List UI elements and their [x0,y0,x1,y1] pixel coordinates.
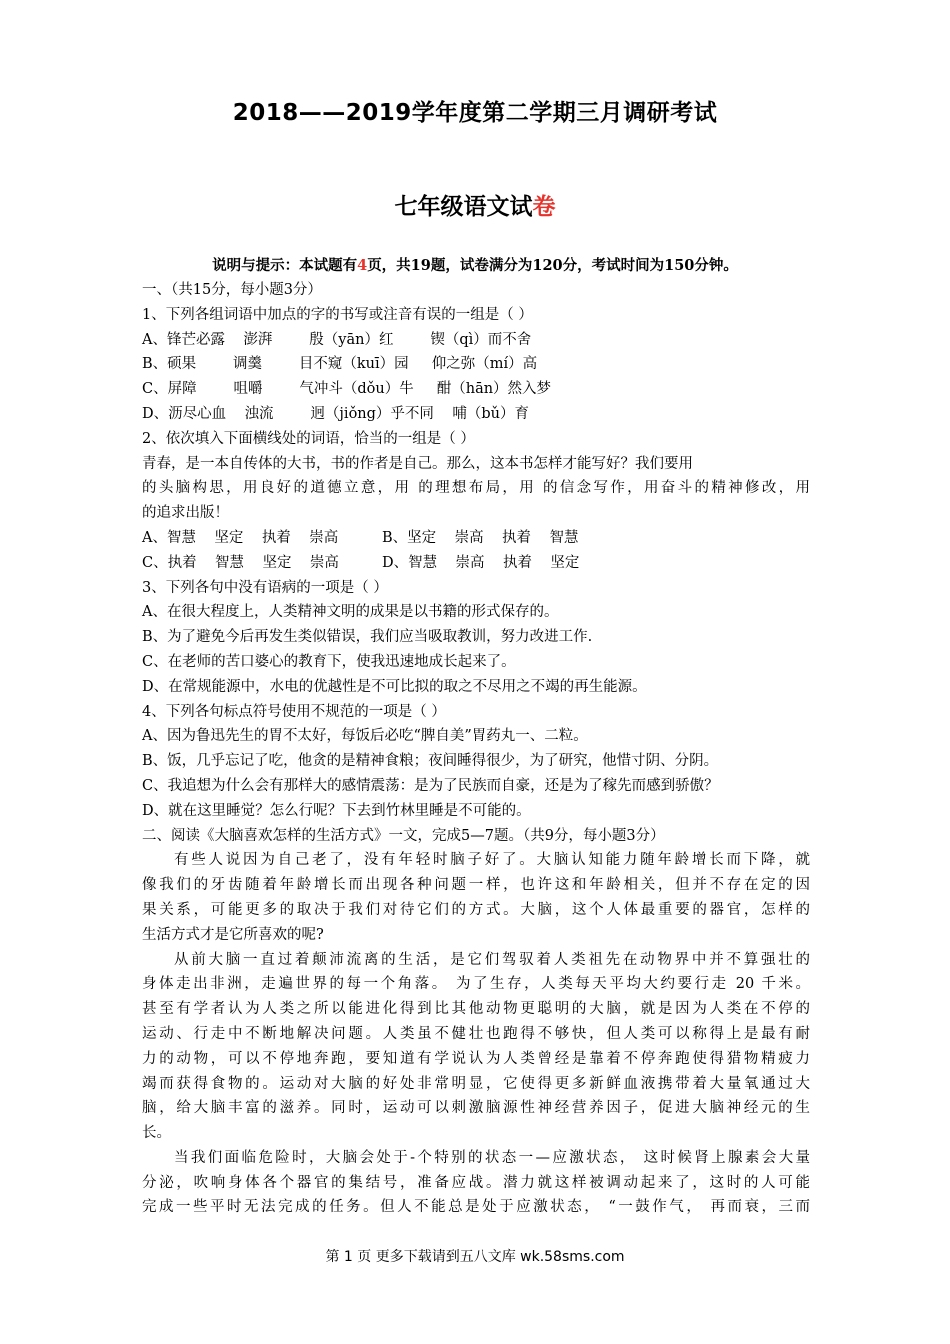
q1-option-d: D、沥尽心血 浊流 迥（jiǒng）乎不同 哺（bǔ）育 [142,405,529,422]
note-page-count: 4 [357,257,368,274]
q2-options-row [142,551,810,576]
exam-content [142,278,810,1220]
q2-option-a: A、智慧 坚定 执着 崇高 [142,529,339,546]
q3-stem: 3、下列各句中没有语病的一项是（ ） [142,579,388,596]
section2-heading: 二、阅读《大脑喜欢怎样的生活方式》一文，完成5—7题。（共9分，每小题3分） [142,827,665,844]
reading-line: 果关系，可能更多的取决于我们对待它们的方式。大脑，这个人体最重要的器官，怎样的 [142,901,810,918]
q4-option-c: C、我追想为什么会有那样大的感情震荡：是为了民族而自豪，还是为了稼先而感到骄傲？ [142,777,719,794]
q2-options-row [142,526,810,551]
instructions-note [0,254,950,275]
q2-stem: 2、依次填入下面横线处的词语，恰当的一组是（ ） [142,430,475,447]
reading-line: 脑，给大脑丰富的滋养。同时，运动可以刺激脑源性神经营养因子，促进大脑神经元的生 [142,1100,810,1117]
q3-option-b: B、为了避免今后再发生类似错误，我们应当吸取教训，努力改进工作. [142,629,593,646]
paper-subtitle [0,188,950,221]
reading-line: 完成一些平时无法完成的任务。但人不能总是处于应激状态， “一鼓作气， 再而衰，三而 [142,1199,810,1216]
subtitle-red-char: 卷 [532,194,556,220]
q1-option-c: C、屏障 咀嚼 气冲斗（dǒu）牛 酣（hān）然入梦 [142,381,552,398]
note-part-b: 页，共19题，试卷满分为120分，考试时间为150分钟。 [367,257,738,274]
q3-option-d: D、在常规能源中，水电的优越性是不可比拟的取之不尽用之不竭的再生能源。 [142,678,647,695]
q1-option-b: B、硕果 调羹 目不窥（kuī）园 仰之弥（mí）高 [142,356,538,373]
note-part-a: 说明与提示：本试题有 [212,257,358,274]
reading-line: 竭而获得食物的。运动对大脑的好处非常明显，它使得更多新鲜血液携带着大量氧通过大 [142,1075,810,1092]
q2-option-b: B、坚定 崇高 执着 智慧 [382,529,579,546]
reading-line: 分泌，吹响身体各个器官的集结号，准备应战。潜力就这样被调动起来了，这时的人可能 [142,1174,810,1191]
q3-option-c: C、在老师的苦口婆心的教育下，使我迅速地成长起来了。 [142,653,516,670]
reading-line: 运动、行走中不断地解决问题。人类虽不健壮也跑得不够快，但人类可以称得上是最有耐 [142,1025,810,1042]
q4-option-d: D、就在这里睡觉？怎么行呢？下去到竹林里睡是不可能的。 [142,802,531,819]
reading-line: 甚至有学者认为人类之所以能进化得到比其他动物更聪明的大脑，就是因为人类在不停的 [142,1001,810,1018]
reading-line: 力的动物，可以不停地奔跑，要知道有学说认为人类曾经是靠着不停奔跑使得猎物精疲力 [142,1050,810,1067]
reading-line: 从前大脑一直过着颠沛流离的生活，是它们驾驭着人类祖先在动物界中并不算强壮的 [174,951,810,968]
reading-line: 生活方式才是它所喜欢的呢? [142,926,324,943]
q3-option-a: A、在很大程度上，人类精神文明的成果是以书籍的形式保存的。 [142,604,559,621]
q2-option-c: C、执着 智慧 坚定 崇高 [142,554,339,571]
reading-line: 长。 [142,1125,171,1142]
q4-option-b: B、饭，几乎忘记了吃，他贪的是精神食粮；夜间睡得很少，为了研究，他惜寸阴、分阴。 [142,753,719,770]
reading-line: 身体走出非洲，走遍世界的每一个角落。 为了生存，人类每天平均大约要行走 20 千米。 [142,976,810,993]
q2-passage-line: 的头脑构思，用良好的道德立意，用 的理想布局，用 的信念写作，用奋斗的精神修改，用 [142,480,810,497]
q2-passage-line: 的追求出版！ [142,505,229,522]
q2-passage-line: 青春，是一本自传体的大书，书的作者是自己。那么，这本书怎样才能写好？我们要用 [142,455,693,472]
q4-option-a: A、因为鲁迅先生的胃不太好，每饭后必吃“脾自美”胃药丸一、二粒。 [142,728,588,745]
exam-title: 2018——2019学年度第二学期三月调研考试 [232,100,718,126]
q2-option-d: D、智慧 崇高 执着 坚定 [382,554,580,571]
q1-option-a: A、锋芒必露 澎湃 殷（yān）红 锲（qì）而不舍 [142,331,532,348]
reading-line: 有些人说因为自己老了，没有年轻时脑子好了。大脑认知能力随年龄增长而下降，就 [174,852,810,869]
q4-stem: 4、下列各句标点符号使用不规范的一项是（ ） [142,703,446,720]
page-footer: 第 1 页 更多下载请到五八文库 wk.58sms.com [325,1249,625,1265]
section1-heading: 一、（共15分，每小题3分） [142,282,322,298]
reading-line: 当我们面临危险时，大脑会处于-个特别的状态一—应激状态， 这时候肾上腺素会大量 [174,1149,810,1166]
reading-line: 像我们的牙齿随着年龄增长而出现各种问题一样，也许这和年龄相关，但并不存在定的因 [142,877,810,894]
subtitle-main: 七年级语文试 [394,194,533,220]
q1-stem: 1、下列各组词语中加点的字的书写或注音有误的一组是（ ） [142,306,533,323]
